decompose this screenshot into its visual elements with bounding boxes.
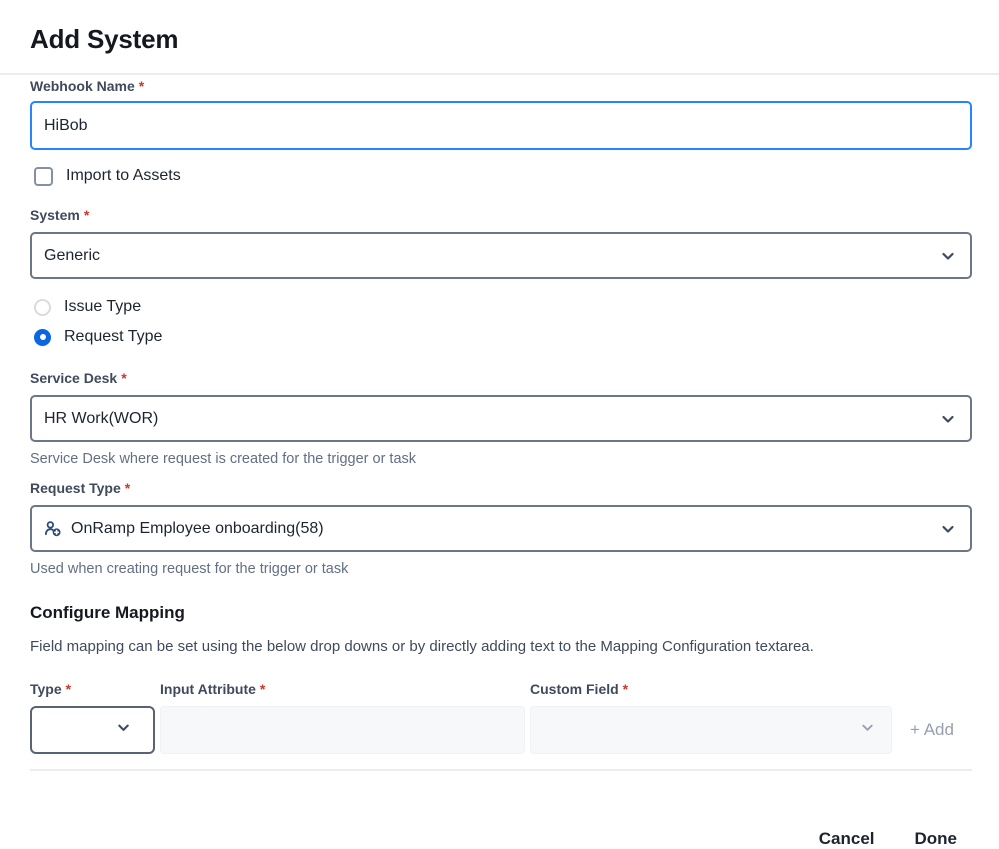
dialog-header bbox=[0, 0, 999, 55]
webhook-name-label bbox=[30, 79, 972, 93]
request-type-label bbox=[30, 481, 972, 495]
chevron-down-icon bbox=[860, 720, 875, 740]
input-attribute-label-text: Input Attribute bbox=[160, 681, 256, 698]
required-asterisk: * bbox=[259, 681, 266, 698]
required-asterisk: * bbox=[622, 681, 629, 698]
configure-mapping-description: Field mapping can be set using the below drop downs or by directly adding text to the Mapping Configuration textarea. bbox=[30, 638, 814, 656]
radio-unselected-icon[interactable] bbox=[34, 299, 51, 316]
radio-request-type[interactable] bbox=[30, 326, 972, 348]
type-label-text: Type bbox=[30, 681, 62, 698]
user-add-icon bbox=[44, 520, 62, 538]
custom-field-label-text: Custom Field bbox=[530, 681, 619, 698]
type-label bbox=[30, 682, 160, 696]
dialog-body bbox=[0, 75, 999, 803]
service-desk-label-text: Service Desk bbox=[30, 370, 118, 387]
cancel-button[interactable]: Cancel bbox=[818, 829, 875, 848]
dialog-footer bbox=[0, 803, 999, 849]
done-button[interactable]: Done bbox=[914, 829, 957, 848]
add-mapping-button[interactable]: + Add bbox=[910, 720, 954, 740]
issue-type-label: Issue Type bbox=[64, 298, 142, 316]
required-asterisk: * bbox=[138, 78, 145, 95]
page-title: Add System bbox=[30, 24, 179, 54]
webhook-name-input[interactable] bbox=[30, 101, 972, 150]
request-type-help-text: Used when creating request for the trigger or task bbox=[30, 561, 349, 578]
system-select-value: Generic bbox=[44, 246, 101, 264]
request-type-select-value-wrap bbox=[44, 520, 940, 538]
input-attribute-label bbox=[160, 682, 530, 696]
request-type-radio-label: Request Type bbox=[64, 328, 163, 346]
required-asterisk: * bbox=[124, 480, 131, 497]
system-label bbox=[30, 208, 972, 222]
request-type-select[interactable] bbox=[30, 505, 972, 552]
input-attribute-field[interactable] bbox=[160, 706, 525, 754]
type-select[interactable] bbox=[30, 706, 155, 754]
system-select[interactable] bbox=[30, 232, 972, 279]
request-type-select-value: OnRamp Employee onboarding(58) bbox=[71, 519, 324, 537]
chevron-down-icon bbox=[940, 521, 956, 537]
required-asterisk: * bbox=[121, 370, 127, 387]
radio-selected-icon[interactable] bbox=[34, 329, 51, 346]
system-label-text: System bbox=[30, 207, 80, 224]
target-type-radio-group bbox=[30, 296, 972, 348]
import-to-assets-label: Import to Assets bbox=[66, 167, 181, 185]
configure-mapping-heading: Configure Mapping bbox=[30, 603, 185, 623]
service-desk-select[interactable] bbox=[30, 395, 972, 442]
checkbox-unchecked-icon[interactable] bbox=[34, 167, 53, 186]
import-to-assets-checkbox-row[interactable] bbox=[30, 165, 972, 187]
chevron-down-icon bbox=[940, 411, 956, 427]
custom-field-label bbox=[530, 682, 892, 696]
mapping-fields-row bbox=[30, 706, 972, 754]
request-type-label-text: Request Type bbox=[30, 480, 121, 497]
required-asterisk: * bbox=[83, 207, 90, 224]
service-desk-select-value: HR Work(WOR) bbox=[44, 409, 159, 427]
service-desk-help-text: Service Desk where request is created for the trigger or task bbox=[30, 451, 417, 468]
service-desk-label bbox=[30, 371, 972, 385]
webhook-name-label-text: Webhook Name bbox=[30, 78, 135, 95]
radio-issue-type[interactable] bbox=[30, 296, 972, 318]
required-asterisk: * bbox=[65, 681, 72, 698]
mapping-column-labels bbox=[30, 682, 972, 696]
custom-field-select[interactable] bbox=[530, 706, 892, 754]
footer-divider bbox=[30, 769, 972, 771]
chevron-down-icon bbox=[940, 248, 956, 264]
chevron-down-icon bbox=[116, 720, 131, 740]
